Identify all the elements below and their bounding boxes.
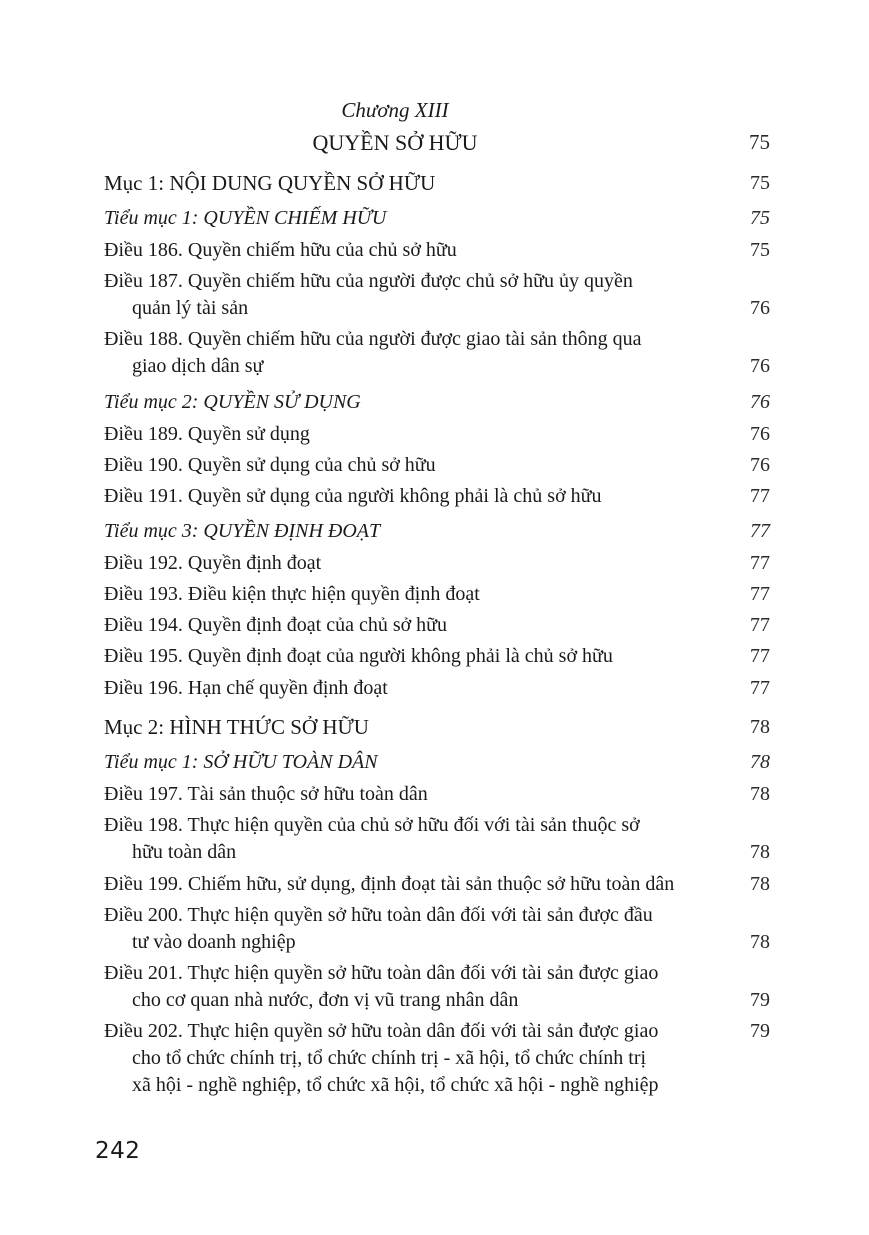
toc-entry-line: Điều 191. Quyền sử dụng của người không phải là chủ sở hữu xyxy=(104,485,602,507)
toc-page-number: 76 xyxy=(750,423,770,445)
toc-page-number: 78 xyxy=(750,931,770,953)
toc-page-number: 77 xyxy=(750,485,770,507)
chapter-label: Chương XIII xyxy=(341,98,449,122)
toc-entry-text xyxy=(104,1018,686,1099)
toc-page-number: 78 xyxy=(750,751,770,773)
toc-page-number: 78 xyxy=(750,783,770,805)
toc-entry-text xyxy=(104,483,686,510)
toc-page-number: 77 xyxy=(750,614,770,636)
toc-entry-text xyxy=(104,871,686,898)
toc-entry-text xyxy=(104,675,686,702)
toc-entry-text xyxy=(104,643,686,670)
toc-entry-line: cho cơ quan nhà nước, đơn vị vũ trang nhân dân xyxy=(132,989,519,1011)
toc-entry-text xyxy=(104,714,686,741)
toc-page-number: 77 xyxy=(750,520,770,542)
toc-page-number: 75 xyxy=(750,207,770,229)
toc-entry-line: Điều 186. Quyền chiếm hữu của chủ sở hữu xyxy=(104,239,457,261)
toc-page-number: 79 xyxy=(750,1020,770,1042)
toc-entry-line: Điều 187. Quyền chiếm hữu của người được chủ sở hữu ủy quyền xyxy=(104,270,633,292)
toc-page-number: 75 xyxy=(750,172,770,194)
toc-page-number: 76 xyxy=(750,297,770,319)
toc-entry-line: tư vào doanh nghiệp xyxy=(132,931,296,953)
toc-entry-line: Điều 189. Quyền sử dụng xyxy=(104,423,310,445)
toc-entry-line: Mục 1: NỘI DUNG QUYỀN SỞ HỮU xyxy=(104,171,436,195)
toc-entry-line: Điều 193. Điều kiện thực hiện quyền định đoạt xyxy=(104,583,480,605)
toc-entry-text xyxy=(104,170,686,197)
toc-entry-text xyxy=(104,205,686,232)
toc-entry-line: Điều 197. Tài sản thuộc sở hữu toàn dân xyxy=(104,783,428,805)
toc-entry-line: Tiểu mục 1: QUYỀN CHIẾM HỮU xyxy=(104,207,387,229)
toc-entry-text xyxy=(104,781,686,808)
toc-entry-text xyxy=(104,518,686,545)
toc-entry-line: Tiểu mục 2: QUYỀN SỬ DỤNG xyxy=(104,391,361,413)
chapter-page-number: 75 xyxy=(749,130,770,154)
toc-entry-line: Tiểu mục 1: SỞ HỮU TOÀN DÂN xyxy=(104,751,378,773)
toc-entry-line: Điều 201. Thực hiện quyền sở hữu toàn dân đối với tài sản được giao xyxy=(104,962,659,984)
toc-page-number: 76 xyxy=(750,454,770,476)
toc-page-number: 77 xyxy=(750,552,770,574)
toc-entry-line: Điều 195. Quyền định đoạt của người không phải là chủ sở hữu xyxy=(104,645,613,667)
toc-entry-text xyxy=(104,421,686,448)
toc-entry-text xyxy=(104,581,686,608)
toc-entry-text xyxy=(104,389,686,416)
toc-entry-text xyxy=(104,550,686,577)
toc-entry-line: cho tổ chức chính trị, tổ chức chính trị - xã hội, tổ chức chính trị xyxy=(132,1047,647,1069)
toc-entry-line: giao dịch dân sự xyxy=(132,355,264,377)
toc-entry-line: Điều 200. Thực hiện quyền sở hữu toàn dân đối với tài sản được đầu xyxy=(104,904,653,926)
chapter-title: QUYỀN SỞ HỮU xyxy=(312,130,478,155)
toc-page-number: 75 xyxy=(750,239,770,261)
toc-page-number: 78 xyxy=(750,716,770,738)
toc-entry-line: Điều 196. Hạn chế quyền định đoạt xyxy=(104,677,388,699)
toc-entry-line: Điều 188. Quyền chiếm hữu của người được giao tài sản thông qua xyxy=(104,328,642,350)
toc-page-number: 78 xyxy=(750,873,770,895)
toc-page-number: 76 xyxy=(750,391,770,413)
toc-entry-text xyxy=(104,452,686,479)
toc-entry-line: Điều 194. Quyền định đoạt của chủ sở hữu xyxy=(104,614,448,636)
toc-entry-text xyxy=(104,268,686,322)
toc-entry-line: Điều 198. Thực hiện quyền của chủ sở hữu đối với tài sản thuộc sở xyxy=(104,814,640,836)
toc-page-number: 77 xyxy=(750,645,770,667)
toc-entry-line: Điều 192. Quyền định đoạt xyxy=(104,552,322,574)
toc-entry-line: quản lý tài sản xyxy=(132,297,249,319)
toc-page-number: 79 xyxy=(750,989,770,1011)
toc-entry-text xyxy=(104,237,686,264)
toc-entry-text xyxy=(104,812,686,866)
toc-page-number: 76 xyxy=(750,355,770,377)
page-folio: 242 xyxy=(95,1138,141,1164)
toc-entry-line: Điều 190. Quyền sử dụng của chủ sở hữu xyxy=(104,454,436,476)
toc-page-number: 77 xyxy=(750,583,770,605)
toc-page-number: 78 xyxy=(750,841,770,863)
toc-entry-text xyxy=(104,960,686,1014)
toc-entry-line: xã hội - nghề nghiệp, tổ chức xã hội, tổ chức xã hội - nghề nghiệp xyxy=(132,1074,659,1096)
toc-entry-text xyxy=(104,612,686,639)
toc-entry-text xyxy=(104,902,686,956)
toc-entry-line: hữu toàn dân xyxy=(132,841,237,863)
toc-entry-line: Mục 2: HÌNH THỨC SỞ HỮU xyxy=(104,715,369,739)
toc-entry-text xyxy=(104,326,686,380)
toc-entry-line: Điều 202. Thực hiện quyền sở hữu toàn dân đối với tài sản được giao xyxy=(104,1020,659,1042)
toc-page-number: 77 xyxy=(750,677,770,699)
toc-entry-line: Tiểu mục 3: QUYỀN ĐỊNH ĐOẠT xyxy=(104,520,381,542)
toc-entry-line: Điều 199. Chiếm hữu, sử dụng, định đoạt tài sản thuộc sở hữu toàn dân xyxy=(104,873,675,895)
toc-entry-text xyxy=(104,749,686,776)
